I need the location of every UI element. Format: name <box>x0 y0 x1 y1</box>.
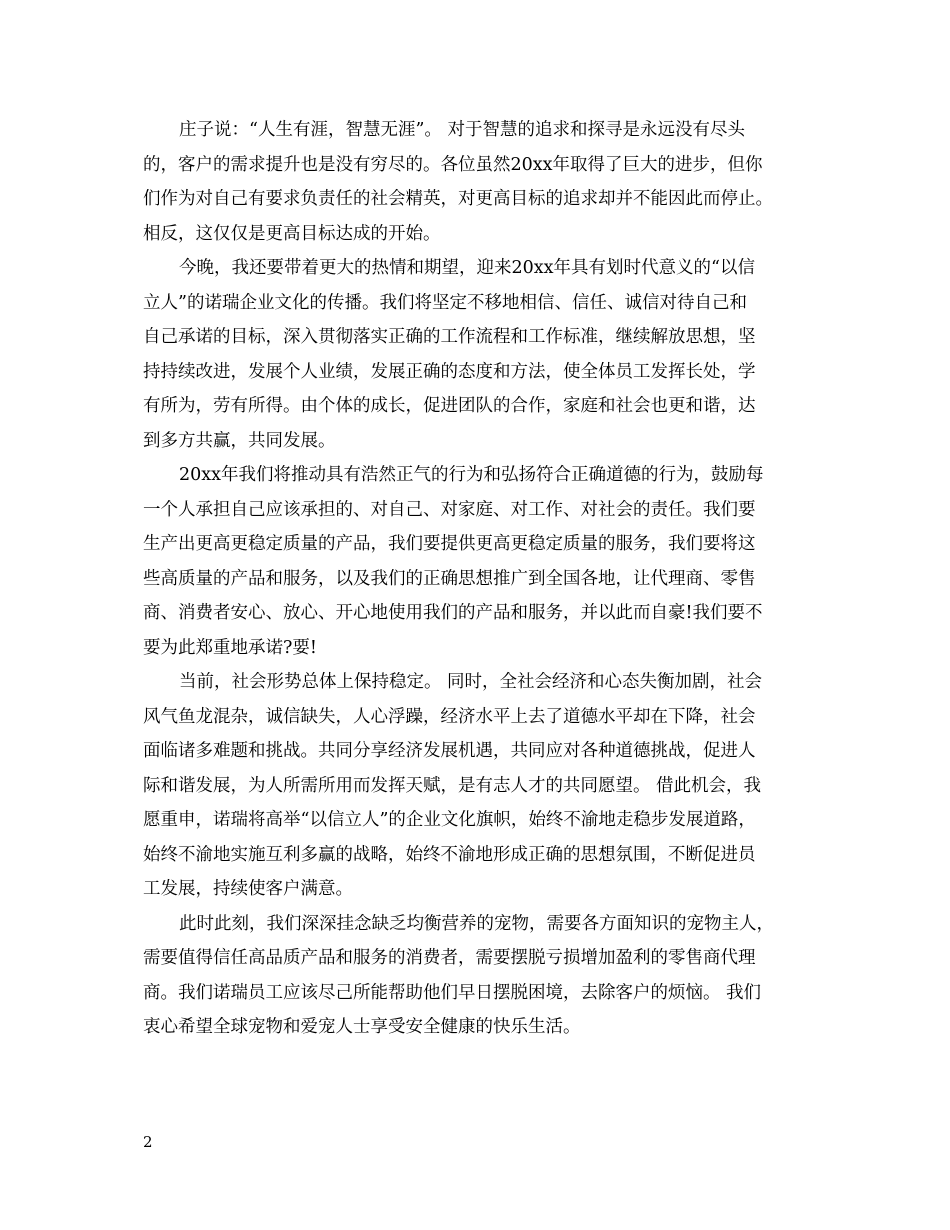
paragraph-2-line-1: 今晚，我还要带着更大的热情和期望，迎来20xx年具有划时代意义的“以信 <box>179 258 755 278</box>
paragraph-5-line-1: 此时此刻，我们深深挂念缺乏均衡营养的宠物，需要各方面知识的宠物主人， <box>179 913 774 934</box>
paragraph-1-line-1: 庄子说：“人生有涯，智慧无涯”。 对于智慧的追求和探寻是永远没有尽头 <box>179 120 745 140</box>
page-number: 2 <box>143 1133 153 1151</box>
paragraph-3-line-2: 一个人承担自己应该承担的、对自己、对家庭、对工作、对社会的责任。我们要 <box>143 499 756 520</box>
paragraph-2-line-5: 有所为，劳有所得。由个体的成长，促进团队的合作，家庭和社会也更和谐，达 <box>143 396 756 416</box>
paragraph-3-line-3: 生产出更高更稳定质量的产品，我们要提供更高更稳定质量的服务，我们要将这 <box>143 534 756 554</box>
paragraph-4-line-1: 当前，社会形势总体上保持稳定。 同时，全社会经济和心态失衡加剧，社会 <box>179 672 763 692</box>
paragraph-4-line-5: 愿重申，诺瑞将高举“以信立人”的企业文化旗帜，始终不渝地走稳步发展道路， <box>143 810 756 830</box>
paragraph-1-line-2: 的，客户的需求提升也是没有穷尽的。各位虽然20xx年取得了巨大的进步，但你 <box>143 154 763 175</box>
paragraph-2-line-3: 自己承诺的目标，深入贯彻落实正确的工作流程和工作标准，继续解放思想，坚 <box>143 327 756 347</box>
paragraph-4-line-3: 面临诸多难题和挑战。共同分享经济发展机遇，共同应对各种道德挑战，促进人 <box>143 741 756 761</box>
paragraph-2-line-4: 持持续改进，发展个人业绩，发展正确的态度和方法，使全体员工发挥长处，学 <box>143 361 756 382</box>
paragraph-5-line-4: 衷心希望全球宠物和爱宠人士享受安全健康的快乐生活。 <box>143 1017 581 1037</box>
paragraph-4-line-7: 工发展，持续使客户满意。 <box>143 879 353 899</box>
document-body <box>143 113 807 1045</box>
paragraph-4-line-4: 际和谐发展，为人所需所用而发挥天赋，是有志人才的共同愿望。 借此机会，我 <box>143 775 762 796</box>
paragraph-3-line-4: 些高质量的产品和服务，以及我们的正确思想推广到全国各地，让代理商、零售 <box>143 568 756 589</box>
paragraph-3-line-5: 商、消费者安心、放心、开心地使用我们的产品和服务，并以此而自豪!我们要不 <box>143 603 763 623</box>
paragraph-4-line-6: 始终不渝地实施互利多赢的战略，始终不渝地形成正确的思想氛围，不断促进员 <box>143 844 756 865</box>
paragraph-4-line-2: 风气鱼龙混杂，诚信缺失，人心浮躁，经济水平上去了道德水平却在下降，社会 <box>143 706 756 727</box>
paragraph-3-line-6: 要为此郑重地承诺?要! <box>143 637 317 658</box>
paragraph-1-line-4: 相反，这仅仅是更高目标达成的开始。 <box>143 223 441 244</box>
paragraph-2-line-2: 立人”的诺瑞企业文化的传播。我们将坚定不移地相信、信任、诚信对待自己和 <box>143 292 747 313</box>
paragraph-5-line-2: 需要值得信任高品质产品和服务的消费者，需要摆脱亏损增加盈利的零售商代理 <box>143 948 756 968</box>
paragraph-3-line-1: 20xx年我们将推动具有浩然正气的行为和弘扬符合正确道德的行为，鼓励每 <box>179 465 764 485</box>
paragraph-5-line-3: 商。我们诺瑞员工应该尽己所能帮助他们早日摆脱困境，去除客户的烦恼。 我们 <box>143 982 762 1003</box>
paragraph-2-line-6: 到多方共赢，共同发展。 <box>143 430 336 451</box>
paragraph-1-line-3: 们作为对自己有要求负责任的社会精英，对更高目标的追求却并不能因此而停止。 <box>143 189 773 209</box>
